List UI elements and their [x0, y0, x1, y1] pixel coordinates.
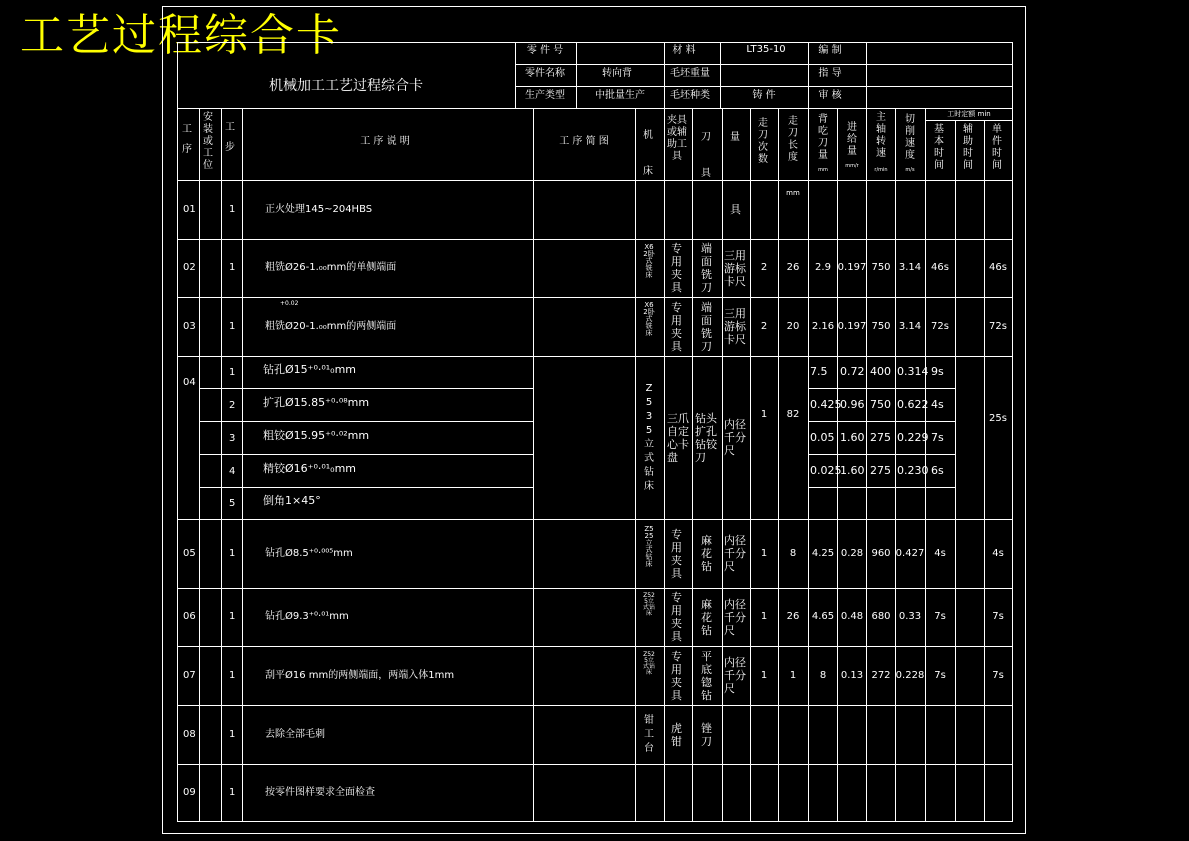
gauge-cell: 内径千分尺: [724, 534, 746, 573]
grid-line: [199, 180, 200, 822]
grid-line: [199, 388, 533, 389]
grid-line: [808, 42, 809, 108]
tool-cell: 端面铣刀: [701, 242, 712, 294]
col-header-cut-speed: 切削速度: [905, 114, 915, 161]
cut-speed-cell: 0.228: [895, 669, 925, 681]
feed-cell: 0.28: [840, 547, 864, 559]
material-value: LT35-10: [746, 44, 786, 55]
speed-cell: 750: [871, 262, 891, 273]
grid-line: [925, 180, 926, 822]
speed-cell: 680: [871, 611, 891, 622]
speed-cell: 275: [870, 463, 891, 477]
gauge-cell: 内径千分尺: [724, 597, 746, 637]
op-number: 03: [183, 320, 196, 332]
material-label: 材 料: [672, 45, 696, 56]
grid-line: [866, 180, 867, 822]
grid-line: [837, 108, 838, 180]
op-description: 粗铰Ø15.95⁺⁰·⁰²mm: [263, 428, 370, 442]
grid-line: [866, 42, 867, 108]
col-header-length: 走刀长度: [788, 116, 798, 163]
grid-line: [692, 108, 693, 180]
blank-type-value: 铸 件: [752, 90, 776, 101]
grid-line: [808, 487, 955, 488]
tool-cell: 平底锪钻: [701, 649, 712, 702]
gauge-cell: 具: [730, 203, 741, 216]
grid-line: [177, 356, 1012, 357]
step-number: 1: [229, 203, 236, 215]
grid-line: [242, 180, 243, 822]
length-cell: 26: [786, 262, 800, 273]
step-number: 1: [229, 320, 236, 332]
speed-cell: 750: [871, 320, 891, 332]
grid-line: [177, 646, 1012, 647]
basic-time-cell: 4s: [934, 547, 946, 559]
tool-cell: 麻花钻: [701, 534, 712, 573]
length-cell: mm: [786, 189, 800, 197]
grid-line: [778, 108, 779, 180]
grid-line: [955, 180, 956, 822]
basic-time-cell: 9s: [931, 365, 944, 378]
op-number: 02: [183, 262, 196, 273]
col-header-depth-unit: mm: [818, 167, 828, 173]
step-number: 5: [229, 498, 236, 509]
passes-cell: 2: [760, 262, 768, 273]
unit-time-cell: 7s: [992, 611, 1004, 622]
guide-label: 指 导: [818, 68, 842, 79]
step-number: 1: [229, 728, 236, 740]
unit-time-cell: 7s: [992, 669, 1004, 681]
speed-cell: 275: [870, 430, 891, 444]
col-header-machine: 机床: [643, 130, 653, 177]
production-label: 生产类型: [525, 90, 565, 101]
tolerance-note: +0.02: [280, 300, 299, 307]
fixture-cell: 虎钳: [671, 721, 682, 748]
grid-line: [177, 108, 1012, 109]
fixture-cell: 专用夹具: [671, 242, 682, 294]
grid-line: [177, 764, 1012, 765]
review-label: 审 核: [818, 90, 842, 101]
grid-line: [664, 42, 665, 108]
part-name-value: 转向背: [602, 68, 632, 79]
grid-line: [664, 180, 665, 822]
col-header-desc: 工 序 说 明: [360, 136, 410, 147]
grid-line: [177, 297, 1012, 298]
part-no-label: 零 件 号: [526, 45, 564, 56]
col-header-basic-time: 基本时间: [934, 124, 944, 171]
op-description: 刮平Ø16 mm的两侧端面，两端入体1mm: [265, 669, 455, 681]
grid-line: [722, 108, 723, 180]
tool-cell: 麻花钻: [701, 597, 712, 637]
cut-speed-cell: 0.33: [898, 611, 922, 622]
machine-cell: Z525立式钻床: [643, 650, 656, 676]
step-number: 2: [229, 399, 236, 411]
production-value: 中批量生产: [595, 90, 645, 101]
op-description: 扩孔Ø15.85⁺⁰·⁰⁸mm: [263, 395, 370, 409]
col-header-step: 工步: [225, 122, 235, 153]
grid-line: [808, 108, 809, 180]
op-description: 钻孔Ø9.3⁺⁰·⁰¹mm: [265, 611, 349, 622]
length-cell: 1: [789, 669, 797, 681]
col-header-depth: 背吃刀量: [818, 114, 828, 161]
col-header-speed-unit: r/min: [874, 167, 888, 173]
grid-line: [984, 120, 985, 180]
grid-line: [199, 108, 200, 180]
grid-line: [808, 388, 955, 389]
feed-cell: 0.72: [840, 365, 865, 378]
unit-time-cell: 25s: [989, 413, 1007, 424]
cut-speed-cell: 0.229: [897, 430, 929, 444]
basic-time-cell: 7s: [934, 611, 946, 622]
feed-cell: 0.197: [837, 262, 867, 273]
grid-line: [533, 180, 534, 822]
step-number: 1: [229, 611, 236, 622]
grid-line: [925, 108, 926, 180]
grid-line: [199, 454, 533, 455]
col-header-fixture: 夹具或辅助工具: [667, 115, 687, 162]
passes-cell: 1: [760, 611, 768, 622]
card-title: 机械加工工艺过程综合卡: [269, 78, 423, 94]
grid-line: [808, 454, 955, 455]
col-header-gauge: 量: [730, 132, 740, 143]
tool-cell: 钻头扩孔钻铰刀: [695, 411, 717, 464]
depth-cell: 2.16: [811, 320, 835, 332]
fixture-cell: 专用夹具: [671, 300, 682, 353]
grid-line: [515, 42, 516, 108]
part-name-label: 零件名称: [525, 68, 565, 79]
grid-line: [692, 180, 693, 822]
grid-line: [635, 180, 636, 822]
col-header-passes: 走刀次数: [758, 118, 768, 165]
op-number: 07: [183, 669, 196, 681]
op-number: 06: [183, 611, 196, 622]
length-cell: 20: [786, 320, 800, 332]
op-description: 倒角1×45°: [263, 494, 321, 507]
cut-speed-cell: 0.622: [897, 397, 929, 411]
feed-cell: 1.60: [840, 430, 865, 444]
speed-cell: 960: [871, 547, 891, 559]
passes-cell: 2: [760, 320, 768, 332]
grid-line: [984, 180, 985, 822]
grid-line: [955, 120, 956, 180]
depth-cell: 0.425: [810, 397, 842, 411]
grid-line: [750, 108, 751, 180]
grid-line: [720, 42, 721, 108]
col-header-sketch: 工 序 简 图: [559, 136, 609, 147]
basic-time-cell: 7s: [931, 430, 944, 444]
op-description: 精铰Ø16⁺⁰·⁰¹₀mm: [263, 461, 357, 475]
feed-cell: 1.60: [840, 463, 865, 477]
step-number: 1: [229, 547, 236, 559]
gauge-cell: 三用游标卡尺: [724, 307, 746, 346]
grid-line: [177, 180, 1012, 181]
gauge-cell: 内径千分尺: [724, 656, 746, 695]
machine-cell: X62卧式铣床: [643, 242, 655, 279]
tool-cell: 锉刀: [701, 721, 712, 748]
cut-speed-cell: 0.427: [895, 547, 925, 559]
speed-cell: 750: [870, 397, 891, 411]
basic-time-cell: 72s: [931, 320, 949, 332]
grid-line: [515, 64, 1012, 65]
speed-cell: 272: [871, 669, 891, 681]
step-number: 1: [229, 787, 236, 798]
depth-cell: 7.5: [810, 365, 828, 378]
op-number: 04: [183, 377, 196, 388]
passes-cell: 1: [760, 547, 768, 559]
grid-line: [722, 180, 723, 822]
grid-line: [242, 108, 243, 180]
passes-cell: 1: [760, 669, 768, 681]
col-header-aux-time: 辅助时间: [963, 124, 973, 171]
compiled-label: 编 制: [818, 45, 842, 56]
feed-cell: 0.13: [840, 669, 864, 681]
col-header-feed: 进给量: [847, 122, 857, 157]
step-number: 1: [229, 367, 236, 378]
fixture-cell: 三爪自定心卡盘: [667, 411, 689, 464]
passes-cell: 1: [760, 409, 768, 420]
grid-line: [925, 120, 1012, 121]
col-header-op: 工序: [182, 124, 192, 155]
basic-time-cell: 6s: [931, 463, 944, 477]
feed-cell: 0.48: [840, 611, 864, 622]
grid-line: [177, 588, 1012, 589]
op-description: 去除全部毛刺: [265, 728, 325, 740]
machine-cell: Z535立式钻床: [644, 382, 654, 492]
depth-cell: 2.9: [815, 262, 831, 273]
col-header-unit-time: 单件时间: [992, 124, 1002, 171]
unit-time-cell: 72s: [989, 320, 1007, 332]
basic-time-cell: 4s: [931, 397, 944, 411]
gauge-cell: 三用游标卡尺: [724, 248, 746, 288]
feed-cell: 0.96: [840, 397, 865, 411]
grid-line: [750, 180, 751, 822]
fixture-cell: 专用夹具: [671, 527, 682, 580]
grid-line: [221, 108, 222, 180]
depth-cell: 4.65: [811, 611, 835, 622]
step-number: 4: [229, 465, 236, 477]
col-header-speed: 主轴转速: [876, 112, 886, 159]
col-header-feed-unit: mm/r: [845, 163, 859, 169]
grid-line: [177, 239, 1012, 240]
step-number: 1: [229, 669, 236, 681]
basic-time-cell: 46s: [931, 262, 949, 273]
grid-line: [533, 108, 534, 180]
cut-speed-cell: 0.314: [897, 365, 929, 378]
grid-line: [177, 705, 1012, 706]
gauge-cell: 内径千分尺: [724, 418, 746, 457]
op-number: 05: [183, 547, 196, 559]
grid-line: [177, 519, 1012, 520]
grid-line: [895, 108, 896, 180]
op-number: 01: [183, 203, 196, 215]
col-header-setup: 安装或工位: [203, 112, 213, 171]
blank-weight-label: 毛坯重量: [670, 68, 710, 79]
fixture-cell: 专用夹具: [671, 649, 682, 702]
machine-cell: 钳工台: [644, 714, 654, 754]
machine-cell: X62卧式铣床: [643, 301, 655, 337]
cut-speed-cell: 0.230: [897, 463, 929, 477]
op-description: 粗铣Ø20-1.₀₀mm的两侧端面: [265, 320, 397, 332]
grid-line: [808, 180, 809, 822]
grid-line: [221, 180, 222, 822]
step-number: 1: [229, 262, 236, 273]
op-description: 钻孔Ø8.5⁺⁰·⁰⁰⁵mm: [265, 547, 353, 559]
length-cell: 82: [786, 409, 800, 420]
machine-cell: Z525立式钻床: [644, 524, 654, 568]
grid-line: [515, 86, 1012, 87]
unit-time-cell: 4s: [992, 547, 1004, 559]
tool-cell: 端面铣刀: [701, 300, 712, 353]
depth-cell: 4.25: [811, 547, 835, 559]
op-number: 08: [183, 728, 196, 740]
fixture-cell: 专用夹具: [671, 591, 682, 643]
depth-cell: 0.05: [810, 430, 835, 444]
grid-line: [664, 108, 665, 180]
page-title: 工艺过程综合卡: [20, 10, 342, 61]
feed-cell: 0.197: [837, 320, 867, 332]
grid-line: [837, 180, 838, 822]
grid-line: [199, 421, 533, 422]
step-number: 3: [229, 432, 236, 444]
grid-line: [808, 421, 955, 422]
grid-line: [866, 108, 867, 180]
grid-line: [895, 180, 896, 822]
length-cell: 8: [789, 547, 797, 559]
blank-type-label: 毛坯种类: [670, 90, 710, 101]
length-cell: 26: [786, 611, 800, 622]
depth-cell: 0.025: [810, 463, 842, 477]
col-header-tool: 刀具: [701, 132, 711, 179]
grid-line: [576, 42, 577, 108]
op-number: 09: [183, 787, 196, 798]
op-description: 钻孔Ø15⁺⁰·⁰¹₀mm: [263, 363, 357, 376]
cut-speed-cell: 3.14: [898, 262, 922, 273]
op-description: 正火处理145~204HBS: [265, 203, 373, 215]
grid-line: [635, 108, 636, 180]
grid-line: [778, 180, 779, 822]
op-description: 按零件图样要求全面检查: [265, 787, 375, 798]
col-header-cut-unit: m/s: [905, 167, 915, 173]
basic-time-cell: 7s: [934, 669, 946, 681]
col-header-time-group: 工时定额 min: [947, 110, 991, 118]
cut-speed-cell: 3.14: [898, 320, 922, 332]
grid-line: [199, 487, 533, 488]
op-description: 粗铣Ø26-1.₀₀mm的单侧端面: [265, 262, 397, 273]
unit-time-cell: 46s: [989, 262, 1007, 273]
machine-cell: Z525立式钻床: [643, 592, 656, 617]
speed-cell: 400: [870, 365, 891, 378]
depth-cell: 8: [819, 669, 827, 681]
